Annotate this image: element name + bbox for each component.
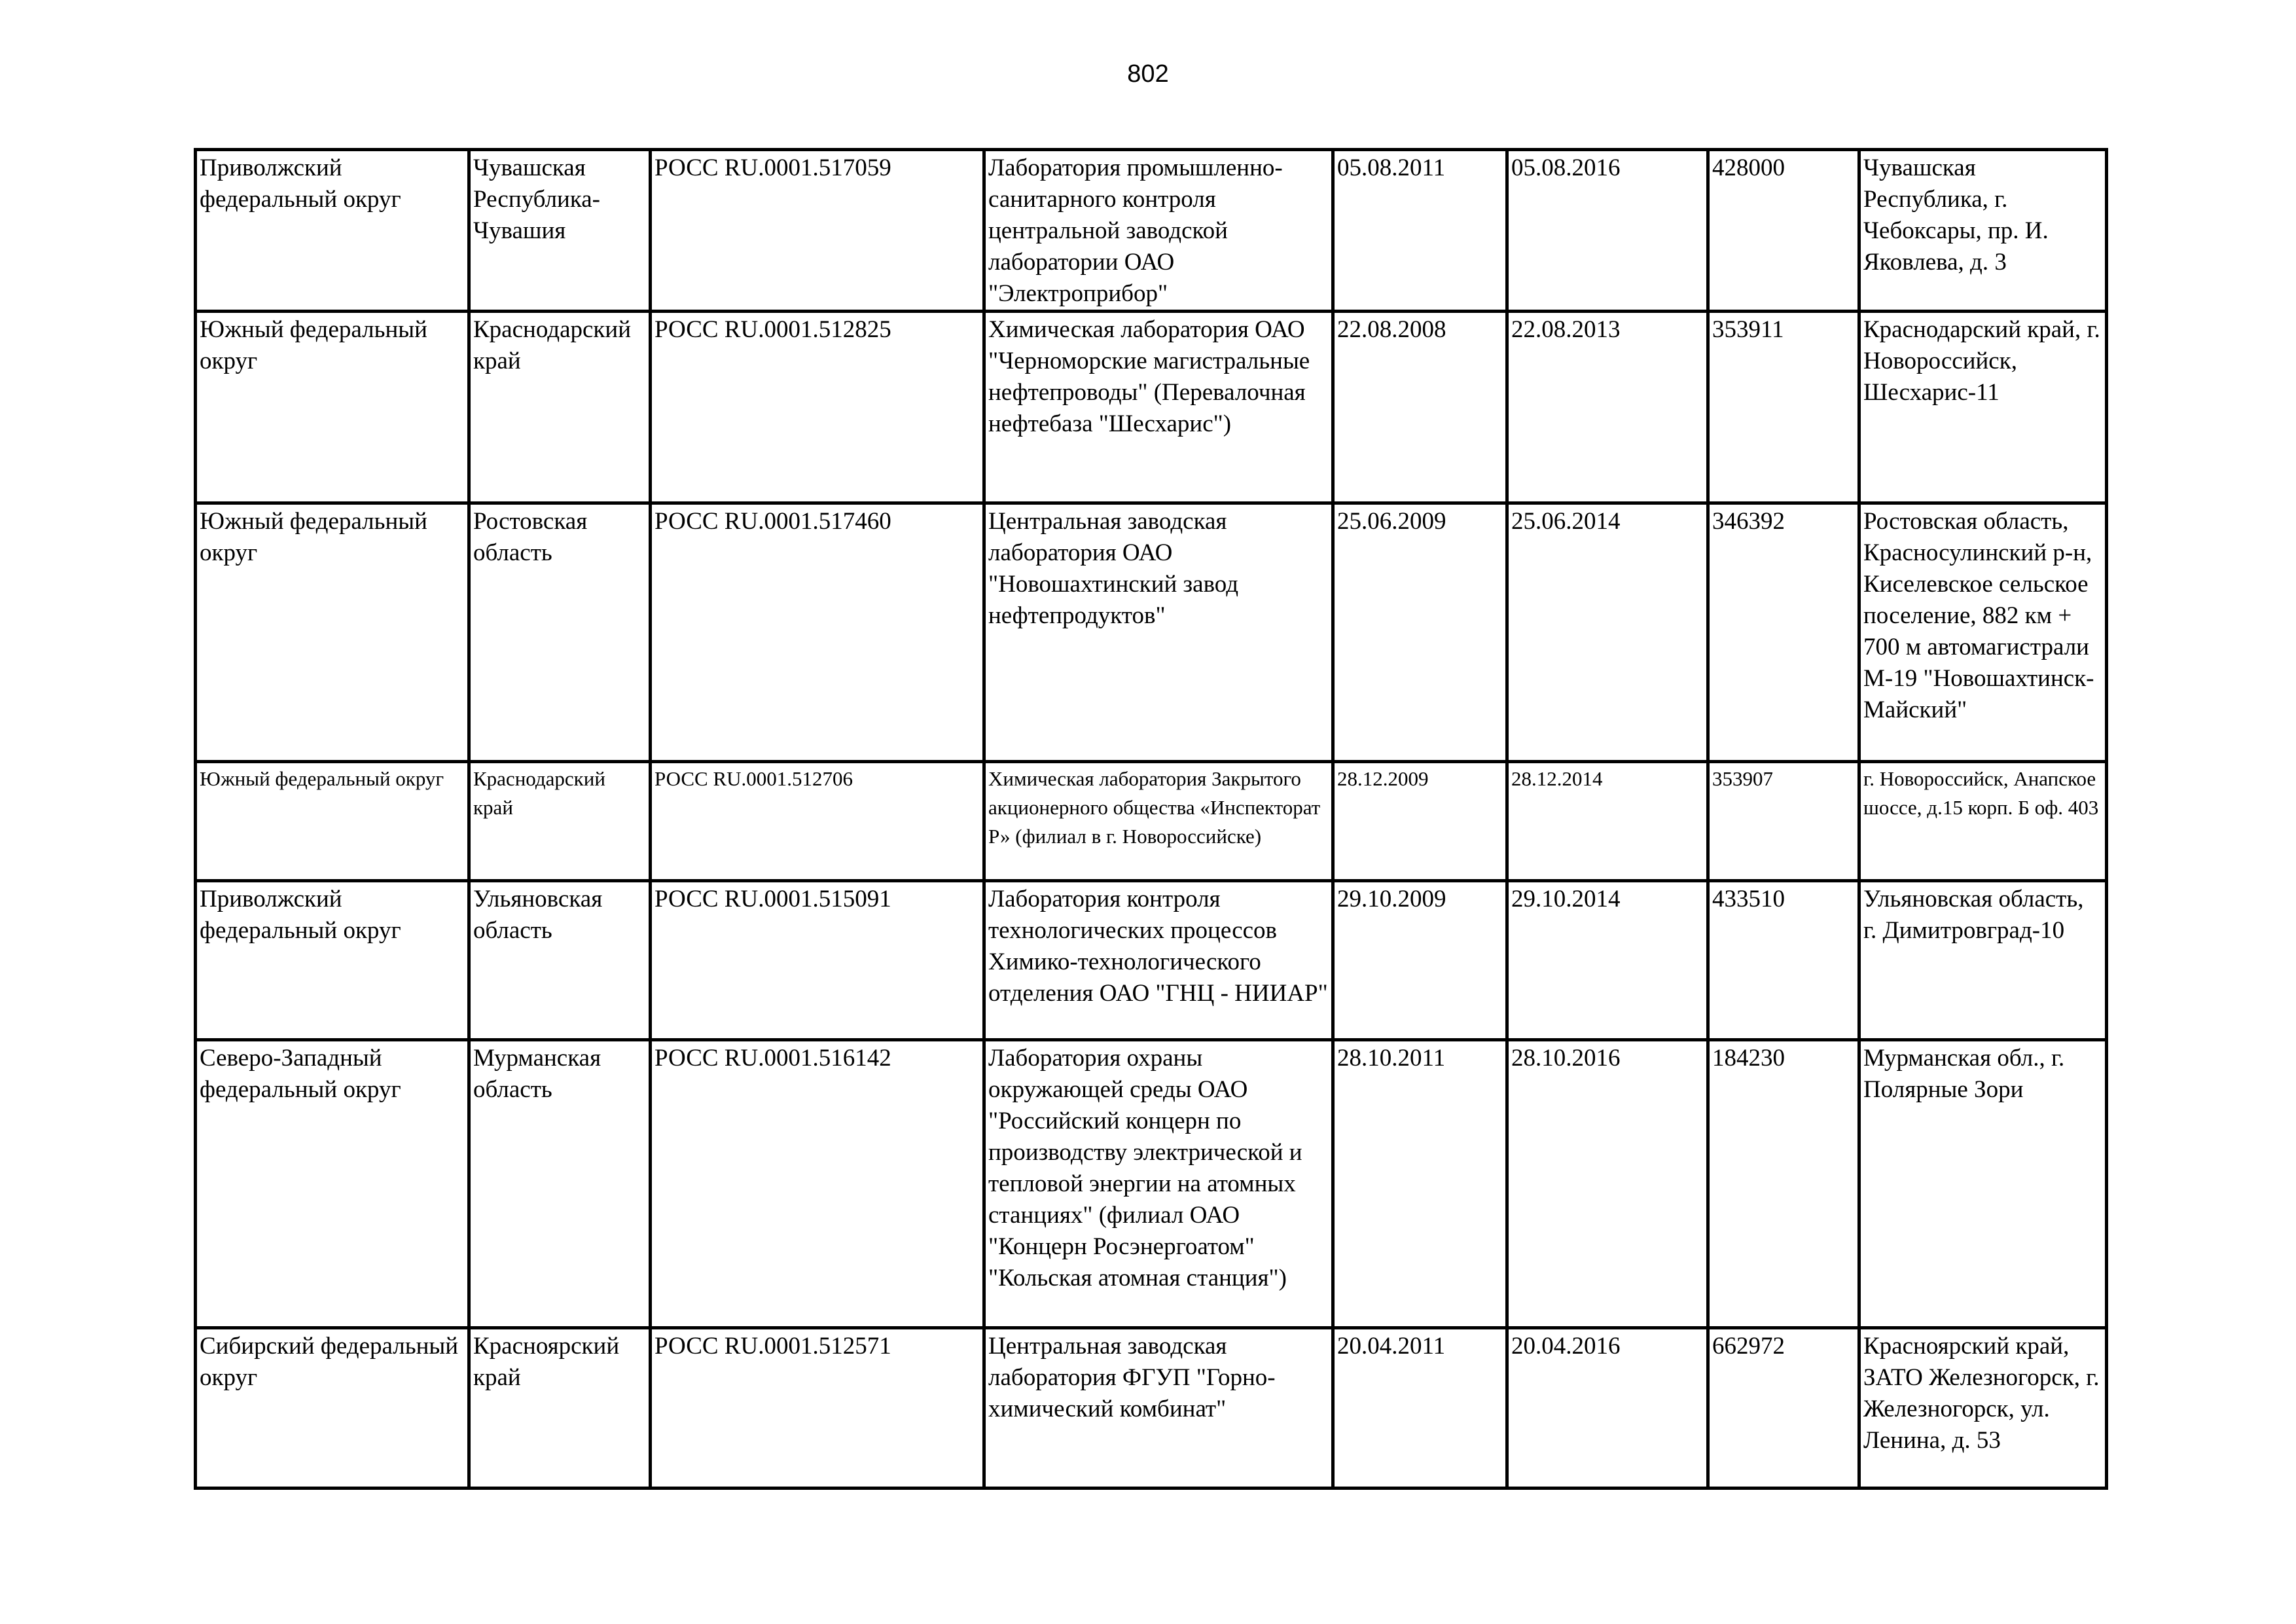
certificate-cell: РОСС RU.0001.512706: [651, 762, 984, 881]
district-cell: Приволжский федеральный округ: [196, 881, 469, 1040]
address-cell: Мурманская обл., г. Полярные Зори: [1859, 1040, 2107, 1328]
date-to-cell: 05.08.2016: [1507, 150, 1708, 312]
page-number: 802: [1127, 60, 1169, 88]
postcode-cell: 428000: [1708, 150, 1859, 312]
date-from-cell: 25.06.2009: [1333, 503, 1507, 762]
district-cell: Северо-Западный федеральный округ: [196, 1040, 469, 1328]
date-to-cell: 28.10.2016: [1507, 1040, 1708, 1328]
date-from-cell: 05.08.2011: [1333, 150, 1507, 312]
date-to-cell: 29.10.2014: [1507, 881, 1708, 1040]
table-row: [196, 503, 2107, 762]
region-cell: Чувашская Республика-Чувашия: [469, 150, 651, 312]
address-cell: Чувашская Республика, г. Чебоксары, пр. И. Яковлева, д. 3: [1859, 150, 2107, 312]
address-cell: Ростовская область, Красносулинский р-н, Киселевское сельское поселение, 882 км + 700 м автомагистрали М-19 "Новошахтинск-Майский": [1859, 503, 2107, 762]
laboratory-cell: Лаборатория охраны окружающей среды ОАО "Российский концерн по производству электрической и тепловой энергии на атомных станциях" (филиал ОАО "Концерн Росэнергоатом" "Кольская атомная станция"): [984, 1040, 1333, 1328]
region-cell: Ростовская область: [469, 503, 651, 762]
postcode-cell: 184230: [1708, 1040, 1859, 1328]
certificate-cell: РОСС RU.0001.516142: [651, 1040, 984, 1328]
district-cell: Южный федеральный округ: [196, 503, 469, 762]
laboratory-cell: Химическая лаборатория ОАО "Черноморские магистральные нефтепроводы" (Перевалочная нефтебаза "Шесхарис"): [984, 312, 1333, 503]
certificate-cell: РОСС RU.0001.512571: [651, 1328, 984, 1489]
district-cell: Приволжский федеральный округ: [196, 150, 469, 312]
certificate-cell: РОСС RU.0001.515091: [651, 881, 984, 1040]
address-cell: Красноярский край, ЗАТО Железногорск, г. Железногорск, ул. Ленина, д. 53: [1859, 1328, 2107, 1489]
district-cell: Южный федеральный округ: [196, 762, 469, 881]
date-from-cell: 28.10.2011: [1333, 1040, 1507, 1328]
postcode-cell: 353907: [1708, 762, 1859, 881]
region-cell: Мурманская область: [469, 1040, 651, 1328]
laboratory-cell: Лаборатория контроля технологических процессов Химико-технологического отделения ОАО "ГНЦ - НИИАР": [984, 881, 1333, 1040]
date-from-cell: 29.10.2009: [1333, 881, 1507, 1040]
postcode-cell: 353911: [1708, 312, 1859, 503]
table-row: [196, 1328, 2107, 1489]
certificate-cell: РОСС RU.0001.517460: [651, 503, 984, 762]
laboratory-cell: Химическая лаборатория Закрытого акционерного общества «Инспекторат Р» (филиал в г. Новороссийске): [984, 762, 1333, 881]
address-cell: Краснодарский край, г. Новороссийск, Шесхарис-11: [1859, 312, 2107, 503]
region-cell: Ульяновская область: [469, 881, 651, 1040]
date-from-cell: 28.12.2009: [1333, 762, 1507, 881]
table-row: [196, 150, 2107, 312]
address-cell: г. Новороссийск, Анапское шоссе, д.15 корп. Б оф. 403: [1859, 762, 2107, 881]
date-to-cell: 22.08.2013: [1507, 312, 1708, 503]
address-cell: Ульяновская область, г. Димитровград-10: [1859, 881, 2107, 1040]
date-to-cell: 28.12.2014: [1507, 762, 1708, 881]
date-from-cell: 22.08.2008: [1333, 312, 1507, 503]
laboratory-cell: Лаборатория промышленно-санитарного контроля центральной заводской лаборатории ОАО "Электроприбор": [984, 150, 1333, 312]
postcode-cell: 662972: [1708, 1328, 1859, 1489]
laboratory-registry-table: [194, 148, 2108, 1490]
postcode-cell: 433510: [1708, 881, 1859, 1040]
certificate-cell: РОСС RU.0001.512825: [651, 312, 984, 503]
district-cell: Сибирский федеральный округ: [196, 1328, 469, 1489]
table-row: [196, 881, 2107, 1040]
region-cell: Краснодарский край: [469, 312, 651, 503]
laboratory-cell: Центральная заводская лаборатория ОАО "Новошахтинский завод нефтепродуктов": [984, 503, 1333, 762]
date-to-cell: 20.04.2016: [1507, 1328, 1708, 1489]
region-cell: Красноярский край: [469, 1328, 651, 1489]
district-cell: Южный федеральный округ: [196, 312, 469, 503]
table-row: [196, 1040, 2107, 1328]
table-row: [196, 762, 2107, 881]
date-to-cell: 25.06.2014: [1507, 503, 1708, 762]
laboratory-cell: Центральная заводская лаборатория ФГУП "Горно-химический комбинат": [984, 1328, 1333, 1489]
table-row: [196, 312, 2107, 503]
certificate-cell: РОСС RU.0001.517059: [651, 150, 984, 312]
postcode-cell: 346392: [1708, 503, 1859, 762]
region-cell: Краснодарский край: [469, 762, 651, 881]
date-from-cell: 20.04.2011: [1333, 1328, 1507, 1489]
